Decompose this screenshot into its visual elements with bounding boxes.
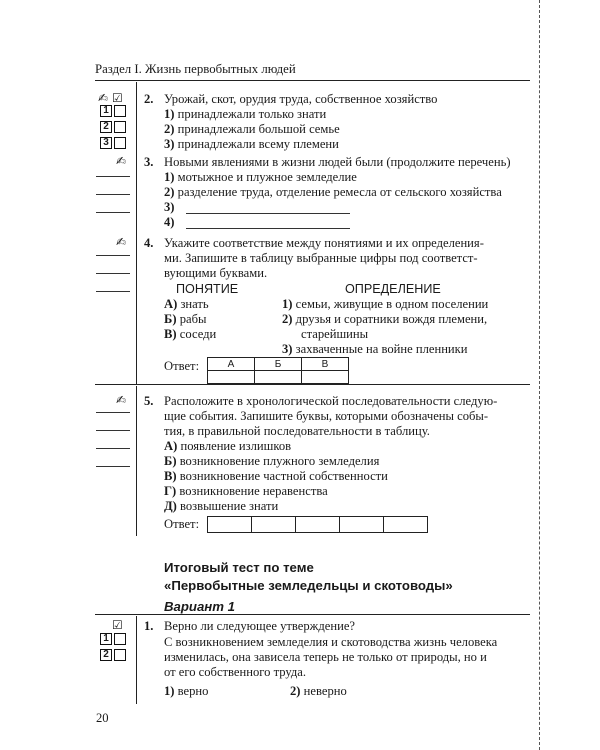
question-text-line: Расположите в хронологической последовательности следую- (164, 394, 498, 408)
answer-cell[interactable] (384, 517, 428, 533)
answer-cell[interactable] (340, 517, 384, 533)
write-line[interactable] (96, 194, 130, 195)
option: 2) принадлежали большой семье (164, 122, 340, 136)
event-item: А) появление излишков (164, 439, 292, 453)
column-header-concept: ПОНЯТИЕ (176, 282, 239, 296)
question-number: 5. (144, 394, 154, 408)
definition-item: 1) семьи, живущие в одном поселении (282, 297, 489, 311)
option: 3) принадлежали всему племени (164, 137, 339, 151)
answer-blank[interactable] (186, 213, 350, 214)
page-number: 20 (96, 711, 109, 725)
test-title: Итоговый тест по теме (164, 560, 314, 575)
question-number: 1. (144, 619, 154, 633)
answer-cell[interactable] (255, 371, 302, 384)
test-subtitle: «Первобытные земледельцы и скотоводы» (164, 578, 453, 593)
margin-rule-q5 (136, 386, 137, 536)
write-line[interactable] (96, 466, 130, 467)
answer-cell[interactable] (302, 371, 349, 384)
option: 1) принадлежали только знати (164, 107, 327, 121)
question-text-line: щие события. Запишите буквы, которыми обозначены собы- (164, 409, 489, 423)
answer-checkbox[interactable] (114, 137, 126, 149)
answer-cell[interactable] (208, 371, 255, 384)
answer-number-box: 3 (100, 137, 112, 149)
option: 2) неверно (290, 684, 347, 698)
answer-number-box: 1 (100, 633, 112, 645)
checkbox-icon: ☑ (112, 618, 123, 632)
option: 3) (164, 200, 175, 214)
pencil-icon: ✍ (116, 154, 127, 168)
question-number: 2. (144, 92, 154, 106)
variant-label: Вариант 1 (164, 599, 235, 614)
definition-item: 3) захваченные на войне пленники (282, 342, 468, 356)
event-item: Г) возникновение неравенства (164, 484, 328, 498)
write-line[interactable] (96, 273, 130, 274)
write-line[interactable] (96, 412, 130, 413)
question-text: Верно ли следующее утверждение? (164, 619, 355, 633)
answer-checkbox[interactable] (114, 649, 126, 661)
answer-checkbox[interactable] (114, 121, 126, 133)
section-header: Раздел I. Жизнь первобытных людей (95, 62, 296, 76)
write-line[interactable] (96, 255, 130, 256)
question-text-line: тия, в правильной последовательности в таблицу. (164, 424, 430, 438)
question-text-line: Укажите соответствие между понятиями и их определения- (164, 236, 484, 250)
answer-table (207, 357, 349, 384)
concept-item: Б) рабы (164, 312, 207, 326)
definition-item-cont: старейшины (301, 327, 369, 341)
column-header-definition: ОПРЕДЕЛЕНИЕ (345, 282, 441, 296)
pencil-icon: ✍ (116, 393, 127, 407)
answer-checkbox[interactable] (114, 633, 126, 645)
answer-label: Ответ: (164, 359, 200, 373)
table-header: В (302, 358, 349, 371)
answer-cell[interactable] (208, 517, 252, 533)
checkbox-icon: ☑ (112, 91, 123, 105)
answer-blank[interactable] (186, 228, 350, 229)
answer-table (207, 516, 428, 533)
answer-cell[interactable] (296, 517, 340, 533)
option: 1) верно (164, 684, 209, 698)
pencil-icon: ✍ (98, 91, 109, 105)
concept-item: А) знать (164, 297, 209, 311)
question-text: Новыми явлениями в жизни людей были (продолжите перечень) (164, 155, 511, 169)
statement-line: С возникновением земледелия и скотоводства жизнь человека (164, 635, 498, 649)
concept-item: В) соседи (164, 327, 217, 341)
header-rule (95, 80, 530, 81)
section-divider (95, 384, 530, 385)
write-line[interactable] (96, 176, 130, 177)
question-text: Урожай, скот, орудия труда, собственное хозяйство (164, 92, 438, 106)
answer-number-box: 1 (100, 105, 112, 117)
write-line[interactable] (96, 212, 130, 213)
event-item: Б) возникновение плужного земледелия (164, 454, 380, 468)
answer-label: Ответ: (164, 517, 200, 531)
section-divider (95, 614, 530, 615)
answer-checkbox[interactable] (114, 105, 126, 117)
option: 4) (164, 215, 175, 229)
table-header: А (208, 358, 255, 371)
question-text-line: ми. Запишите в таблицу выбранные цифры под соответст- (164, 251, 478, 265)
table-header: Б (255, 358, 302, 371)
question-number: 3. (144, 155, 154, 169)
write-line[interactable] (96, 291, 130, 292)
statement-line: от его собственного труда. (164, 665, 307, 679)
write-line[interactable] (96, 430, 130, 431)
statement-line: изменилась, она зависела теперь не только от природы, но и (164, 650, 487, 664)
margin-rule-upper (136, 82, 137, 384)
question-text-line: вующими буквами. (164, 266, 268, 280)
pencil-icon: ✍ (116, 235, 127, 249)
answer-number-box: 2 (100, 649, 112, 661)
event-item: В) возникновение частной собственности (164, 469, 388, 483)
margin-rule-final (136, 616, 137, 704)
option: 2) разделение труда, отделение ремесла от сельского хозяйства (164, 185, 502, 199)
answer-cell[interactable] (252, 517, 296, 533)
question-number: 4. (144, 236, 154, 250)
option: 1) мотыжное и плужное земледелие (164, 170, 357, 184)
definition-item: 2) друзья и соратники вождя племени, (282, 312, 488, 326)
answer-number-box: 2 (100, 121, 112, 133)
event-item: Д) возвышение знати (164, 499, 279, 513)
write-line[interactable] (96, 448, 130, 449)
cut-line (539, 0, 540, 750)
